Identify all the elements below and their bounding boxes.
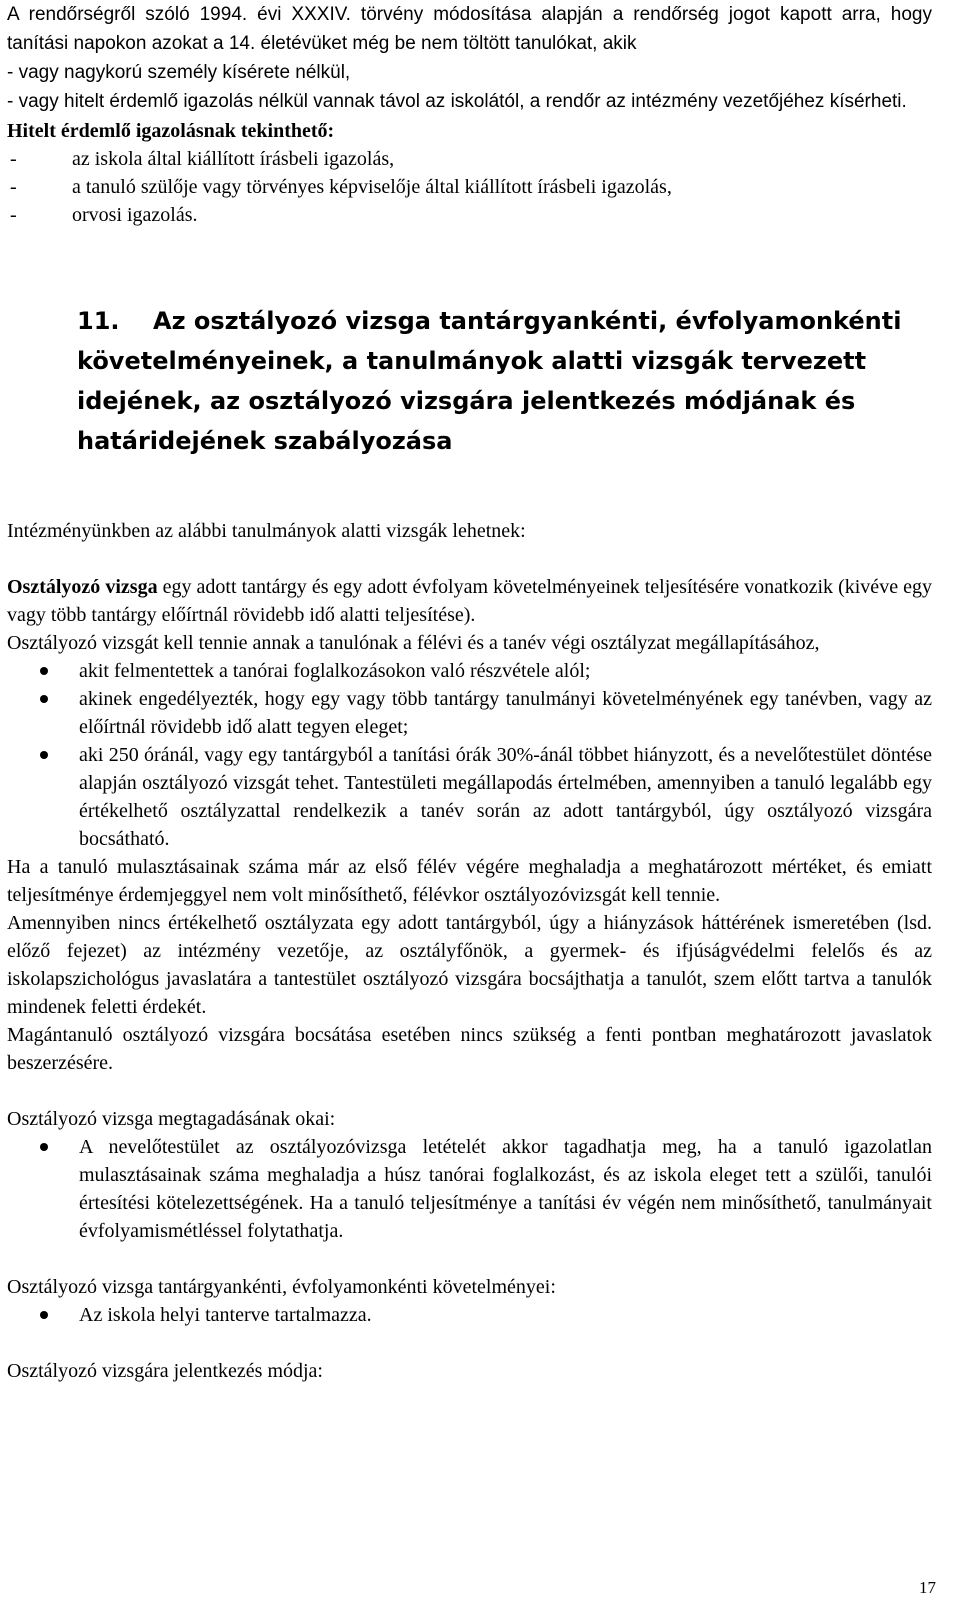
exam-conditions-list (7, 657, 932, 853)
bullet-icon (7, 657, 79, 685)
refusal-list (7, 1133, 932, 1245)
absence-paragraph: Ha a tanuló mulasztásainak száma már az első félév végére meghaladja a meghatározott mértéket, és emiatt teljesítménye érdemjeggyel nem volt minősíthető, félévkor osztályozóvizsgát kell tennie. (7, 856, 932, 906)
intro-line-3: - vagy hitelt érdemlő igazolás nélkül vannak távol az iskolától, a rendőr az intézmény vezetőjéhez kísérheti. (7, 91, 907, 112)
list-item: akinek engedélyezték, hogy egy vagy több tantárgy tanulmányi követelményének egy tanévben, vagy az előírtnál rövidebb idő alatt tegyen eleget; (7, 685, 932, 741)
private-student-paragraph: Magántanuló osztályozó vizsgára bocsátása esetében nincs szükség a fenti pontban meghatározott javaslatok beszerzésére. (7, 1024, 932, 1074)
proof-item-1: - az iskola által kiállított írásbeli igazolás, (10, 148, 395, 170)
list-item: aki 250 óránál, vagy egy tantárgyból a tanítási órák 30%-ánál többet hiányzott, és a nevelőtestület döntése alapján osztályozó vizsgát tehet. Tantestületi megállapodás értelmében, amennyiben a tanuló legalább egy értékelhető osztályzattal rendelkezik a tanév során az adott tantárgyból, úgy osztályozó vizsgára bocsátható. (7, 741, 932, 853)
list-item: Az iskola helyi tanterve tartalmazza. (7, 1301, 932, 1329)
application-title: Osztályozó vizsgára jelentkezés módja: (7, 1360, 323, 1382)
proof-item-2: - a tanuló szülője vagy törvényes képviselője által kiállított írásbeli igazolás, (10, 176, 672, 198)
requirements-list (7, 1301, 932, 1329)
bullet-icon (7, 1133, 79, 1245)
bullet-icon (7, 1301, 79, 1329)
list-item: akit felmentettek a tanórai foglalkozásokon való részvétele alól; (7, 657, 932, 685)
exam-must-paragraph: Osztályozó vizsgát kell tennie annak a tanulónak a félévi és a tanév végi osztályzat megállapításához, (7, 632, 820, 654)
exam-types-intro: Intézményünkben az alábbi tanulmányok alatti vizsgák lehetnek: (7, 520, 526, 542)
section-title: Az osztályozó vizsga tantárgyankénti, évfolyamonkénti követelményeinek, a tanulmányok alatti vizsgák tervezett idejének, az osztályozó vizsgára jelentkezés módjának és határidejének szabályozása (77, 307, 902, 455)
section-heading (77, 301, 932, 461)
list-item: A nevelőtestület az osztályozóvizsga letételét akkor tagadhatja meg, ha a tanuló igazolatlan mulasztásainak száma meghaladja a húsz tanórai foglalkozást, és az iskola eleget tett a szülői, tanulói értesítési kötelezettségének. Ha a tanuló teljesítménye a tanítási év végén nem minősíthető, tanulmányait évfolyamismétléssel folytathatja. (7, 1133, 932, 1245)
refusal-title: Osztályozó vizsga megtagadásának okai: (7, 1108, 336, 1130)
proof-item-3: - orvosi igazolás. (10, 204, 198, 226)
exam-definition: Osztályozó vizsga egy adott tantárgy és egy adott évfolyam követelményeinek teljesítésére vonatkozik (kivéve egy vagy több tantárgy előírtnál rövidebb idő alatti teljesítése). (7, 576, 932, 626)
section-number: 11. (77, 307, 120, 335)
requirements-title: Osztályozó vizsga tantárgyankénti, évfolyamonkénti követelményei: (7, 1276, 556, 1298)
no-grade-paragraph: Amennyiben nincs értékelhető osztályzata egy adott tantárgyból, úgy a hiányzások háttérének ismeretében (lsd. előző fejezet) az intézmény vezetője, az osztályfőnök, a gyermek- és ifjúságvédelmi felelős és az iskolapszichológus javaslatára a tantestület osztályozó vizsgára bocsájthatja a tanulót, szem előtt tartva a tanulók mindenek feletti érdekét. (7, 912, 932, 1018)
intro-paragraph: A rendőrségről szóló 1994. évi XXXIV. törvény módosítása alapján a rendőrség jogot kapott arra, hogy tanítási napokon azokat a 14. életévüket még be nem töltött tanulókat, akik (7, 4, 932, 54)
intro-line-2: - vagy nagykorú személy kísérete nélkül, (7, 62, 351, 83)
proof-title: Hitelt érdemlő igazolásnak tekinthető: (7, 120, 335, 142)
bullet-icon (7, 685, 79, 741)
page-number: 17 (919, 1578, 936, 1597)
bullet-icon (7, 741, 79, 853)
